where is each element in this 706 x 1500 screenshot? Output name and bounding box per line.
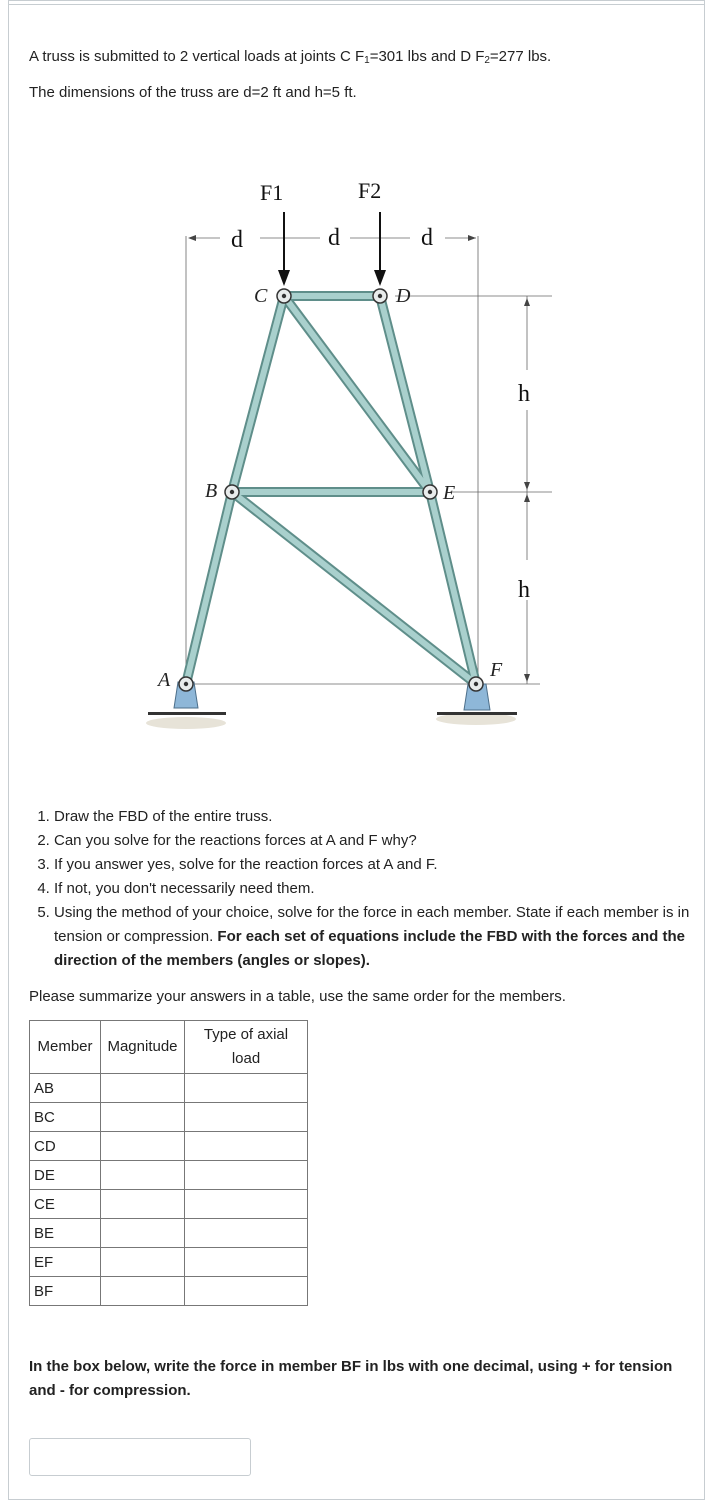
- table-header-row: [30, 1021, 308, 1074]
- header-member: Member: [30, 1021, 101, 1074]
- header-magnitude: Magnitude: [101, 1021, 185, 1074]
- task-item: 1. Draw the FBD of the entire truss.: [54, 805, 704, 829]
- label-E: E: [443, 482, 456, 504]
- table-row: BE: [30, 1219, 308, 1248]
- intro-line-1: A truss is submitted to 2 vertical loads at joints C $F_1=301$ lbs and D $F_2=277$ lbs.: [29, 48, 552, 66]
- table-row: CE: [30, 1190, 308, 1219]
- label-F1: F1: [260, 180, 284, 205]
- summary-prompt: Please summarize your answers in a table, use the same order for the members.: [29, 988, 566, 1005]
- dim-h-1: h: [518, 381, 530, 407]
- table-row: DE: [30, 1161, 308, 1190]
- table-row: AB: [30, 1074, 308, 1103]
- label-F2: F2: [358, 178, 382, 203]
- label-F: F: [490, 659, 503, 681]
- table-row: BF: [30, 1277, 308, 1306]
- label-A: A: [158, 669, 171, 691]
- task-item: 3. If you answer yes, solve for the reaction forces at A and F.: [54, 853, 704, 877]
- answer-prompt: In the box below, write the force in member BF in lbs with one decimal, using + for tension and - for compression.: [29, 1358, 673, 1399]
- label-B: B: [205, 480, 218, 502]
- intro-line-2: The dimensions of the truss are d=2 ft and h=5 ft.: [29, 84, 357, 101]
- dim-h-2: h: [518, 577, 530, 603]
- table-row: BC: [30, 1103, 308, 1132]
- header-type: Type of axial load: [185, 1021, 308, 1074]
- task-item: 2. Can you solve for the reactions forces at A and F why?: [54, 829, 704, 853]
- dim-d-1: d: [231, 227, 243, 253]
- task-item: 4. If not, you don't necessarily need them.: [54, 877, 704, 901]
- table-row: CD: [30, 1132, 308, 1161]
- label-C: C: [254, 285, 268, 307]
- task-list: [29, 805, 704, 973]
- dim-d-2: d: [328, 225, 340, 251]
- summary-table: [29, 1020, 308, 1306]
- answer-input[interactable]: [29, 1438, 251, 1476]
- dim-d-3: d: [421, 225, 433, 251]
- label-D: D: [396, 285, 411, 307]
- table-row: EF: [30, 1248, 308, 1277]
- task-item: 5. Using the method of your choice, solve for the force in each member. State if each member is in tension or compression. For each set of equations include the FBD with the forces and the direction of the members (angles or slopes).: [54, 901, 704, 973]
